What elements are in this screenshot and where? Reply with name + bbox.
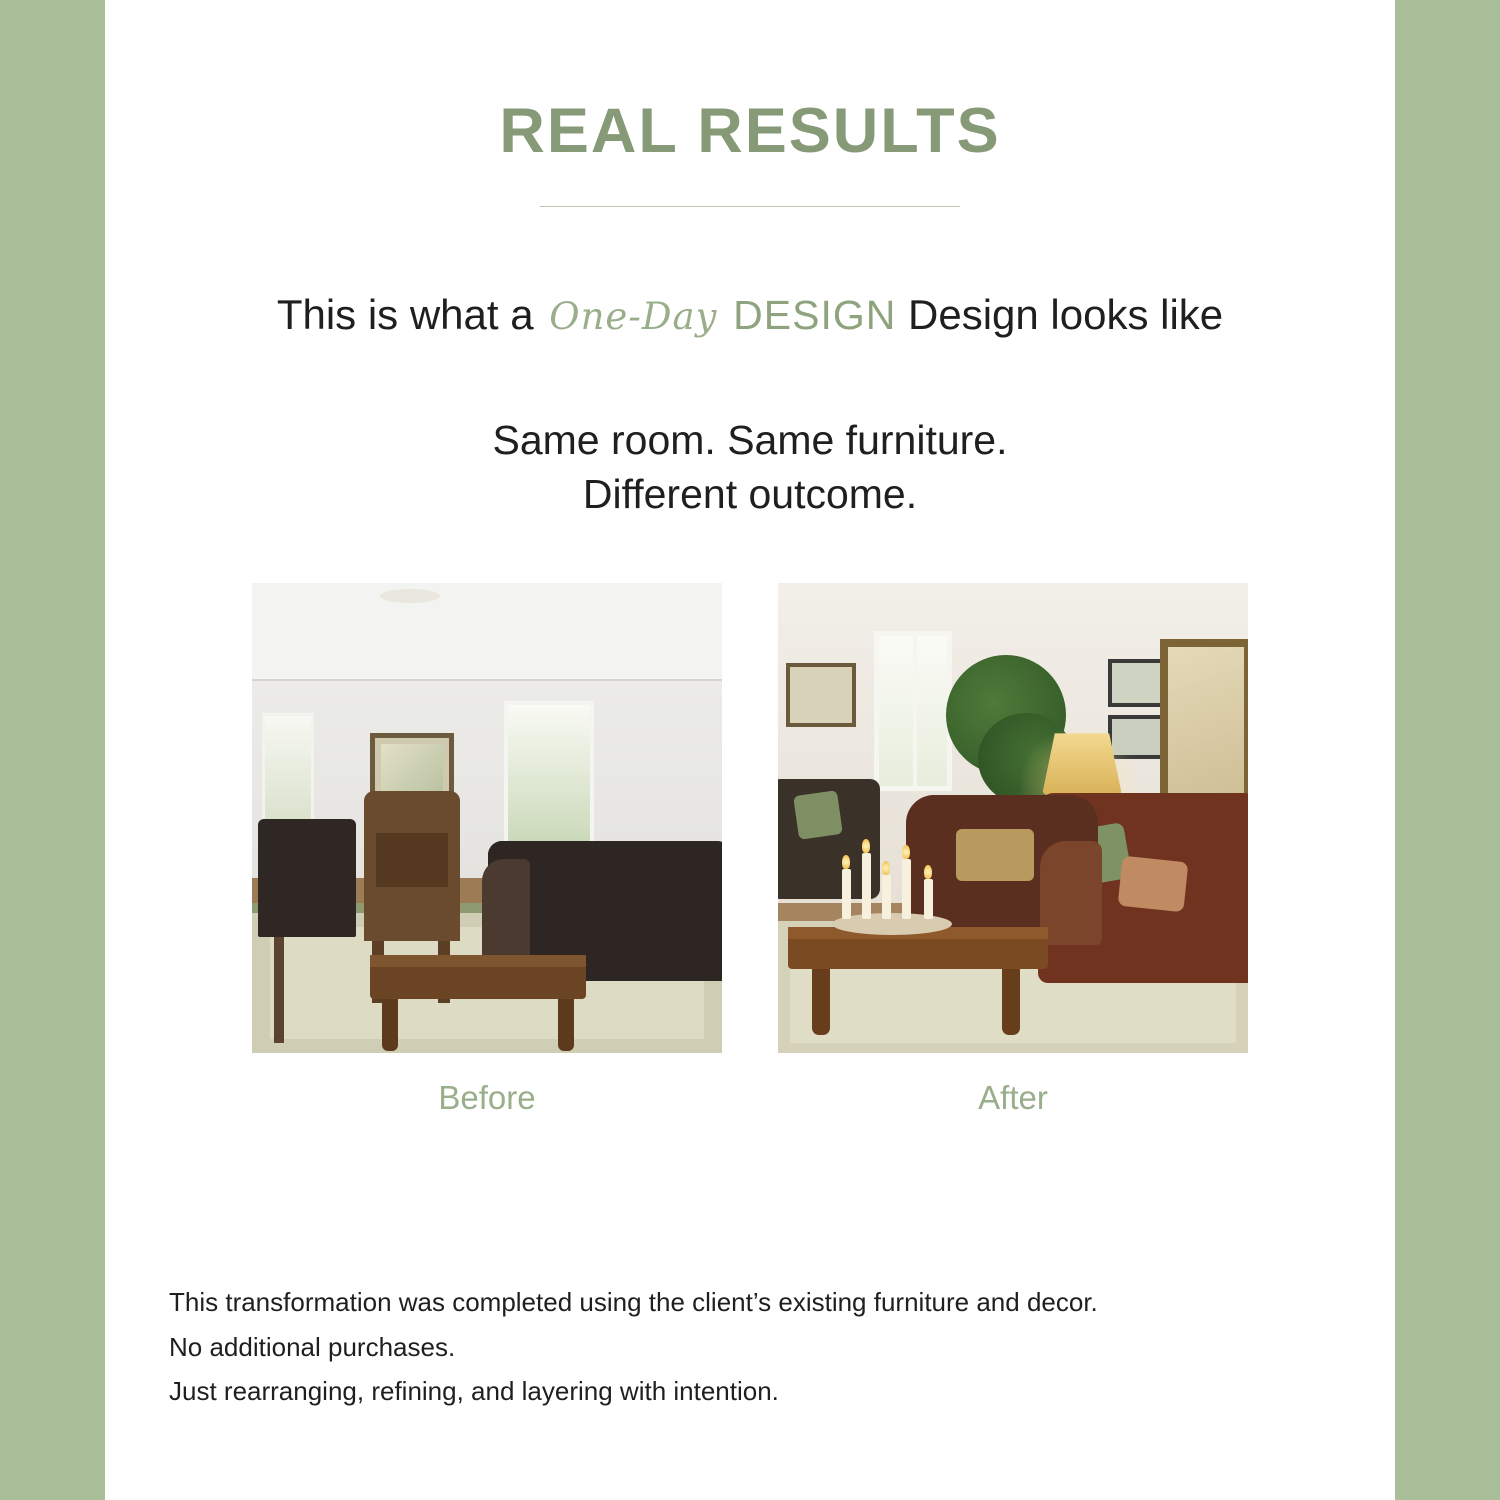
before-image [252, 583, 722, 1053]
antique-desk-before [364, 791, 460, 941]
candle-cluster-after [838, 847, 946, 919]
poster-card [105, 0, 1395, 1500]
leather-chair-before [258, 819, 356, 937]
footer-line-1: This transformation was completed using the client’s existing furniture and decor. [169, 1286, 1098, 1317]
before-caption: Before [438, 1079, 536, 1117]
footer-line-2: No additional purchases. [169, 1331, 456, 1362]
before-after-gallery [169, 583, 1331, 1117]
headline [169, 291, 1331, 339]
brand-script-word: One-Day [549, 295, 718, 339]
brand-design-word: DESIGN [733, 292, 897, 339]
before-shot [252, 583, 722, 1117]
after-room-illustration [778, 583, 1248, 1053]
window-after [874, 631, 952, 791]
coffee-table-before [370, 955, 586, 999]
wall-art-after-1 [786, 663, 856, 727]
headline-suffix: Design looks like [908, 291, 1224, 339]
page-title: REAL RESULTS [499, 96, 1001, 166]
after-shot [778, 583, 1248, 1117]
footer-line-3: Just rearranging, refining, and layering with intention. [169, 1376, 779, 1407]
window-right [504, 701, 594, 861]
title-divider [540, 206, 960, 207]
after-caption: After [978, 1079, 1048, 1117]
headline-prefix: This is what a [276, 291, 534, 339]
subheadline-line-1: Same room. Same furniture. [492, 417, 1008, 464]
after-image [778, 583, 1248, 1053]
subheadline [169, 413, 1331, 521]
before-room-illustration [252, 583, 722, 1053]
subheadline-line-2: Different outcome. [582, 471, 918, 518]
table-lamp-after [1042, 733, 1122, 795]
footer-copy [169, 1280, 1331, 1414]
framed-map-after [1160, 639, 1248, 807]
